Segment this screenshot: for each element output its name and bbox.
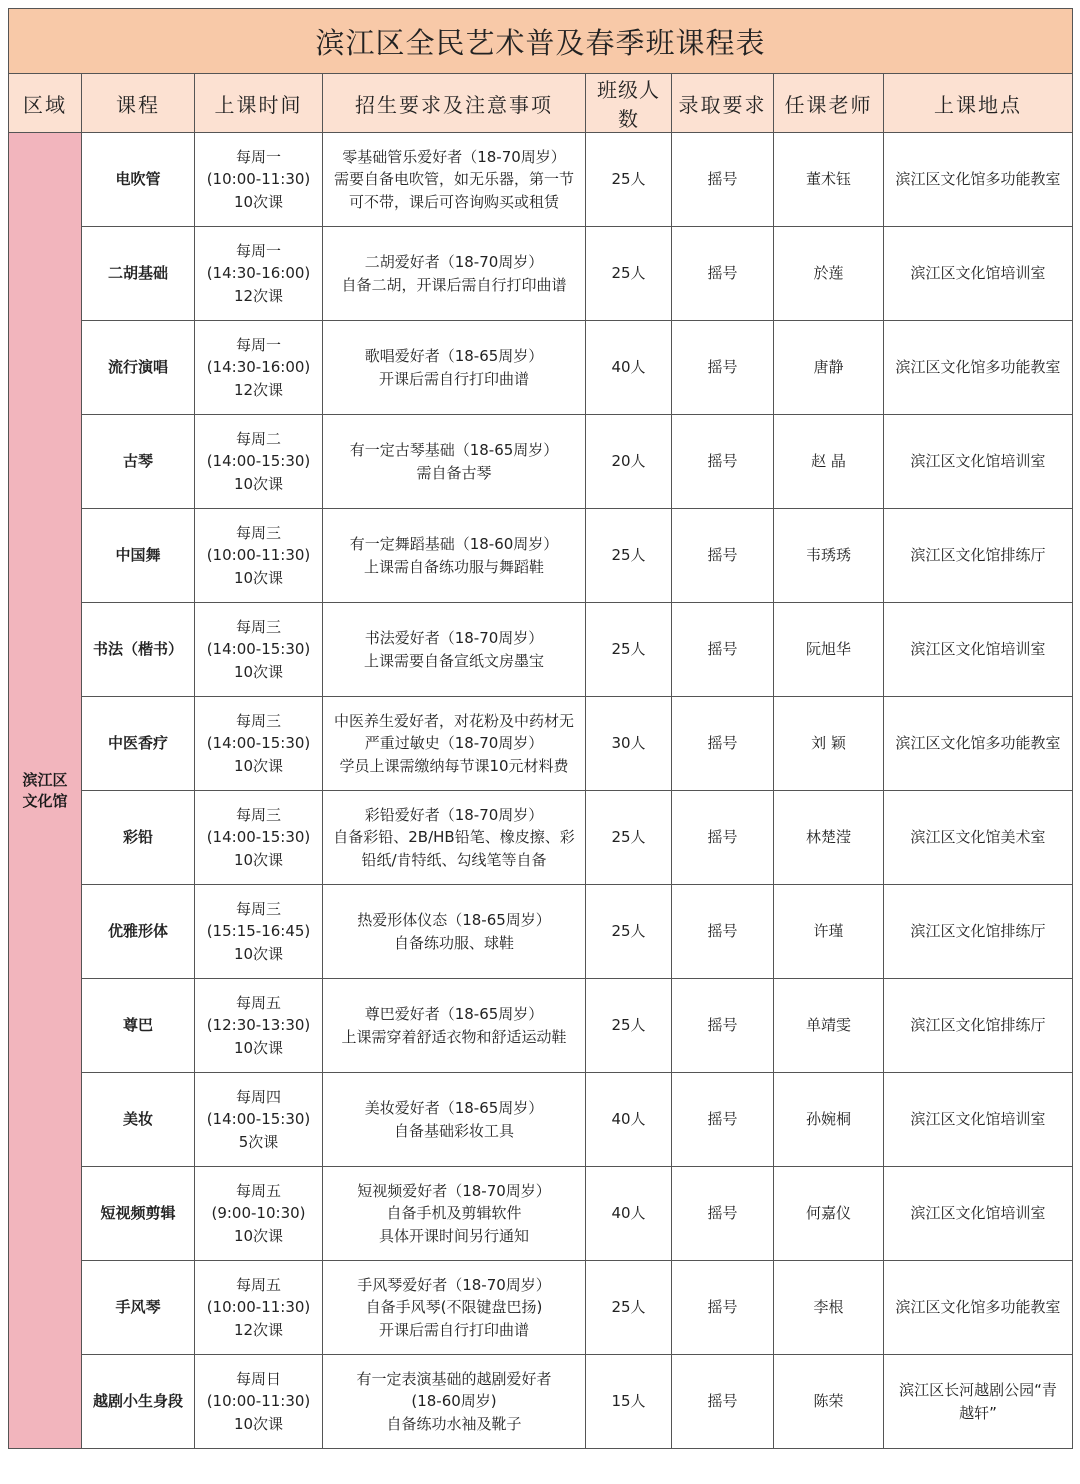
table-row [9, 603, 1073, 697]
time-line: 每周五 [235, 993, 281, 1012]
course-name: 二胡基础 [82, 227, 195, 321]
class-location [884, 133, 1073, 227]
table-row [9, 321, 1073, 415]
time-line: 每周四 [235, 1087, 281, 1106]
teacher-name: 於莲 [774, 227, 884, 321]
time-line: 每周五 [235, 1181, 281, 1200]
enrollment-requirements [323, 1167, 586, 1261]
table-row [9, 1167, 1073, 1261]
time-line: 12次课 [233, 286, 284, 305]
time-line: (12:30-13:30) [206, 1016, 311, 1035]
class-time [195, 791, 323, 885]
course-name: 美妆 [82, 1073, 195, 1167]
location-line: 滨江区文化馆排练厅 [910, 922, 1046, 941]
admission-method: 摇号 [672, 321, 774, 415]
time-line: 每周三 [235, 805, 281, 824]
time-line: 10次课 [233, 850, 284, 869]
table-row [9, 509, 1073, 603]
time-line: 10次课 [233, 944, 284, 963]
teacher-name: 陈荣 [774, 1355, 884, 1449]
location-line: 滨江区文化馆多功能教室 [895, 1298, 1061, 1317]
column-header-location: 上课地点 [884, 74, 1073, 133]
course-name: 中国舞 [82, 509, 195, 603]
admission-method: 摇号 [672, 415, 774, 509]
requirements-line: 书法爱好者（18-70周岁） [364, 629, 544, 647]
column-header-teacher: 任课老师 [774, 74, 884, 133]
teacher-name: 单靖雯 [774, 979, 884, 1073]
class-location [884, 979, 1073, 1073]
admission-method: 摇号 [672, 791, 774, 885]
enrollment-requirements [323, 1261, 586, 1355]
requirements-line: 热爱形体仪态（18-65周岁） [357, 911, 551, 929]
table-row [9, 1355, 1073, 1449]
class-time [195, 321, 323, 415]
class-time [195, 697, 323, 791]
column-header-admission: 录取要求 [672, 74, 774, 133]
class-size: 20人 [586, 415, 672, 509]
course-schedule-table [8, 8, 1073, 1449]
location-line: 滨江区文化馆培训室 [910, 1110, 1046, 1129]
class-size: 25人 [586, 979, 672, 1073]
requirements-line: 自备手风琴(不限键盘巴扬) [365, 1298, 543, 1317]
time-line: (14:00-15:30) [206, 640, 311, 659]
requirements-line: 有一定古琴基础（18-65周岁） [349, 441, 559, 459]
enrollment-requirements [323, 1355, 586, 1449]
region-name-line2: 文化馆 [22, 791, 68, 810]
class-size: 25人 [586, 509, 672, 603]
location-line: 滨江区文化馆多功能教室 [895, 170, 1061, 189]
class-size: 25人 [586, 1261, 672, 1355]
requirements-line: 美妆爱好者（18-65周岁） [364, 1099, 544, 1117]
class-size: 15人 [586, 1355, 672, 1449]
class-size: 25人 [586, 227, 672, 321]
enrollment-requirements [323, 603, 586, 697]
class-size: 25人 [586, 603, 672, 697]
time-line: 每周三 [235, 899, 281, 918]
course-name: 手风琴 [82, 1261, 195, 1355]
class-location [884, 1261, 1073, 1355]
class-location [884, 227, 1073, 321]
requirements-line: 自备练功服、球鞋 [393, 933, 514, 952]
requirements-line: 自备二胡，开课后需自行打印曲谱 [341, 275, 567, 294]
class-location [884, 603, 1073, 697]
time-line: 10次课 [233, 1226, 284, 1245]
location-line: 滨江区文化馆培训室 [910, 264, 1046, 283]
admission-method: 摇号 [672, 1073, 774, 1167]
requirements-line: 零基础管乐爱好者（18-70周岁） [342, 147, 566, 166]
course-name: 尊巴 [82, 979, 195, 1073]
time-line: (10:00-11:30) [206, 170, 311, 189]
enrollment-requirements [323, 1073, 586, 1167]
schedule-body [9, 133, 1073, 1449]
requirements-line: 自备手机及剪辑软件 [386, 1204, 522, 1223]
admission-method: 摇号 [672, 1167, 774, 1261]
time-line: (14:00-15:30) [206, 452, 311, 471]
time-line: 12次课 [233, 380, 284, 399]
admission-method: 摇号 [672, 697, 774, 791]
time-line: 每周三 [235, 711, 281, 730]
class-size: 25人 [586, 133, 672, 227]
time-line: 每周日 [235, 1369, 281, 1388]
time-line: 12次课 [233, 1320, 284, 1339]
title-row [9, 9, 1073, 74]
column-header-requirements: 招生要求及注意事项 [323, 74, 586, 133]
time-line: 10次课 [233, 474, 284, 493]
class-location [884, 415, 1073, 509]
course-name: 越剧小生身段 [82, 1355, 195, 1449]
time-line: (10:00-11:30) [206, 546, 311, 565]
location-line: 滨江区文化馆多功能教室 [895, 358, 1061, 377]
class-time [195, 885, 323, 979]
requirements-line: 手风琴爱好者（18-70周岁） [357, 1275, 551, 1294]
time-line: 10次课 [233, 756, 284, 775]
location-line: 滨江区文化馆排练厅 [910, 1016, 1046, 1035]
teacher-name: 李根 [774, 1261, 884, 1355]
location-line: 越轩” [959, 1403, 997, 1422]
location-line: 滨江区文化馆排练厅 [910, 546, 1046, 565]
class-location [884, 509, 1073, 603]
requirements-line: 开课后需自行打印曲谱 [378, 369, 529, 388]
class-time [195, 1355, 323, 1449]
time-line: (14:30-16:00) [206, 358, 311, 377]
class-location [884, 1167, 1073, 1261]
admission-method: 摇号 [672, 1355, 774, 1449]
time-line: (10:00-11:30) [206, 1392, 311, 1411]
class-time [195, 415, 323, 509]
header-row [9, 74, 1073, 133]
teacher-name: 阮旭华 [774, 603, 884, 697]
table-row [9, 415, 1073, 509]
enrollment-requirements [323, 133, 586, 227]
requirements-line: 可不带，课后可咨询购买或租赁 [348, 192, 559, 211]
enrollment-requirements [323, 791, 586, 885]
time-line: 5次课 [238, 1132, 279, 1151]
table-row [9, 227, 1073, 321]
requirements-line: 上课需要自备宣纸文房墨宝 [363, 651, 544, 670]
requirements-line: (18-60周岁) [411, 1392, 497, 1411]
course-name: 电吹管 [82, 133, 195, 227]
course-schedule-sheet [8, 8, 1072, 1449]
time-line: 每周一 [235, 335, 281, 354]
time-line: (14:30-16:00) [206, 264, 311, 283]
time-line: 每周五 [235, 1275, 281, 1294]
admission-method: 摇号 [672, 227, 774, 321]
time-line: (15:15-16:45) [206, 922, 311, 941]
class-time [195, 227, 323, 321]
table-row [9, 133, 1073, 227]
class-size: 25人 [586, 885, 672, 979]
teacher-name: 孙婉桐 [774, 1073, 884, 1167]
enrollment-requirements [323, 321, 586, 415]
class-time [195, 1073, 323, 1167]
column-header-course: 课程 [82, 74, 195, 133]
requirements-line: 有一定表演基础的越剧爱好者 [356, 1369, 552, 1388]
table-row [9, 1073, 1073, 1167]
time-line: (14:00-15:30) [206, 1110, 311, 1129]
course-name: 彩铅 [82, 791, 195, 885]
column-header-time: 上课时间 [195, 74, 323, 133]
class-time [195, 133, 323, 227]
location-line: 滨江区文化馆培训室 [910, 1204, 1046, 1223]
teacher-name: 韦琇琇 [774, 509, 884, 603]
course-name: 古琴 [82, 415, 195, 509]
table-row [9, 1261, 1073, 1355]
page-title: 滨江区全民艺术普及春季班课程表 [9, 9, 1073, 74]
teacher-name: 刘 颖 [774, 697, 884, 791]
column-header-region: 区域 [9, 74, 82, 133]
teacher-name: 赵 晶 [774, 415, 884, 509]
location-line: 滨江区文化馆培训室 [910, 452, 1046, 471]
requirements-line: 歌唱爱好者（18-65周岁） [364, 347, 544, 365]
course-name: 优雅形体 [82, 885, 195, 979]
column-header-class-size: 班级人数 [586, 74, 672, 133]
time-line: (10:00-11:30) [206, 1298, 311, 1317]
admission-method: 摇号 [672, 509, 774, 603]
admission-method: 摇号 [672, 1261, 774, 1355]
time-line: (9:00-10:30) [211, 1204, 306, 1223]
class-size: 25人 [586, 791, 672, 885]
teacher-name: 许瑾 [774, 885, 884, 979]
class-location [884, 885, 1073, 979]
time-line: 10次课 [233, 662, 284, 681]
requirements-line: 尊巴爱好者（18-65周岁） [364, 1005, 544, 1023]
location-line: 滨江区文化馆多功能教室 [895, 734, 1061, 753]
region-cell [9, 133, 82, 1449]
enrollment-requirements [323, 885, 586, 979]
time-line: 每周三 [235, 523, 281, 542]
time-line: 每周三 [235, 617, 281, 636]
requirements-line: 需自备古琴 [416, 463, 492, 482]
class-size: 30人 [586, 697, 672, 791]
requirements-line: 需要自备电吹管，如无乐器，第一节 [333, 170, 574, 189]
region-name-line1: 滨江区 [22, 770, 68, 789]
requirements-line: 中医养生爱好者，对花粉及中药材无 [333, 711, 574, 730]
table-row [9, 885, 1073, 979]
course-name: 中医香疗 [82, 697, 195, 791]
class-location [884, 321, 1073, 415]
course-name: 流行演唱 [82, 321, 195, 415]
requirements-line: 二胡爱好者（18-70周岁） [364, 253, 544, 271]
enrollment-requirements [323, 697, 586, 791]
requirements-line: 学员上课需缴纳每节课10元材料费 [339, 756, 569, 775]
requirements-line: 自备练功水袖及靴子 [386, 1414, 522, 1433]
table-row [9, 697, 1073, 791]
requirements-line: 短视频爱好者（18-70周岁） [357, 1181, 551, 1200]
admission-method: 摇号 [672, 885, 774, 979]
teacher-name: 董术钰 [774, 133, 884, 227]
class-time [195, 509, 323, 603]
requirements-line: 严重过敏史（18-70周岁） [364, 734, 544, 753]
requirements-line: 上课需穿着舒适衣物和舒适运动鞋 [341, 1027, 567, 1046]
class-location [884, 697, 1073, 791]
requirements-line: 开课后需自行打印曲谱 [378, 1320, 529, 1339]
enrollment-requirements [323, 979, 586, 1073]
admission-method: 摇号 [672, 133, 774, 227]
course-name: 书法（楷书） [82, 603, 195, 697]
admission-method: 摇号 [672, 979, 774, 1073]
table-row [9, 979, 1073, 1073]
teacher-name: 唐静 [774, 321, 884, 415]
table-row [9, 791, 1073, 885]
time-line: 10次课 [233, 568, 284, 587]
enrollment-requirements [323, 509, 586, 603]
time-line: 每周二 [235, 429, 281, 448]
class-time [195, 979, 323, 1073]
location-line: 滨江区长河越剧公园“青 [899, 1381, 1057, 1399]
class-time [195, 1261, 323, 1355]
class-size: 40人 [586, 1167, 672, 1261]
location-line: 滨江区文化馆培训室 [910, 640, 1046, 659]
time-line: (14:00-15:30) [206, 734, 311, 753]
requirements-line: 自备基础彩妆工具 [393, 1121, 514, 1140]
class-location [884, 791, 1073, 885]
requirements-line: 上课需自备练功服与舞蹈鞋 [363, 557, 544, 576]
time-line: 10次课 [233, 1038, 284, 1057]
requirements-line: 自备彩铅、2B/HB铅笔、橡皮擦、彩 [333, 828, 575, 847]
time-line: 10次课 [233, 1414, 284, 1433]
admission-method: 摇号 [672, 603, 774, 697]
teacher-name: 何嘉仪 [774, 1167, 884, 1261]
requirements-line: 具体开课时间另行通知 [378, 1226, 529, 1245]
requirements-line: 有一定舞蹈基础（18-60周岁） [349, 535, 559, 553]
enrollment-requirements [323, 227, 586, 321]
course-name: 短视频剪辑 [82, 1167, 195, 1261]
enrollment-requirements [323, 415, 586, 509]
class-time [195, 603, 323, 697]
time-line: 每周一 [235, 241, 281, 260]
time-line: 10次课 [233, 192, 284, 211]
location-line: 滨江区文化馆美术室 [910, 828, 1046, 847]
time-line: 每周一 [235, 147, 281, 166]
teacher-name: 林楚滢 [774, 791, 884, 885]
class-time [195, 1167, 323, 1261]
class-location [884, 1355, 1073, 1449]
requirements-line: 彩铅爱好者（18-70周岁） [364, 805, 544, 824]
time-line: (14:00-15:30) [206, 828, 311, 847]
class-location [884, 1073, 1073, 1167]
requirements-line: 铅纸/肯特纸、勾线笔等自备 [361, 850, 547, 869]
class-size: 40人 [586, 321, 672, 415]
class-size: 40人 [586, 1073, 672, 1167]
